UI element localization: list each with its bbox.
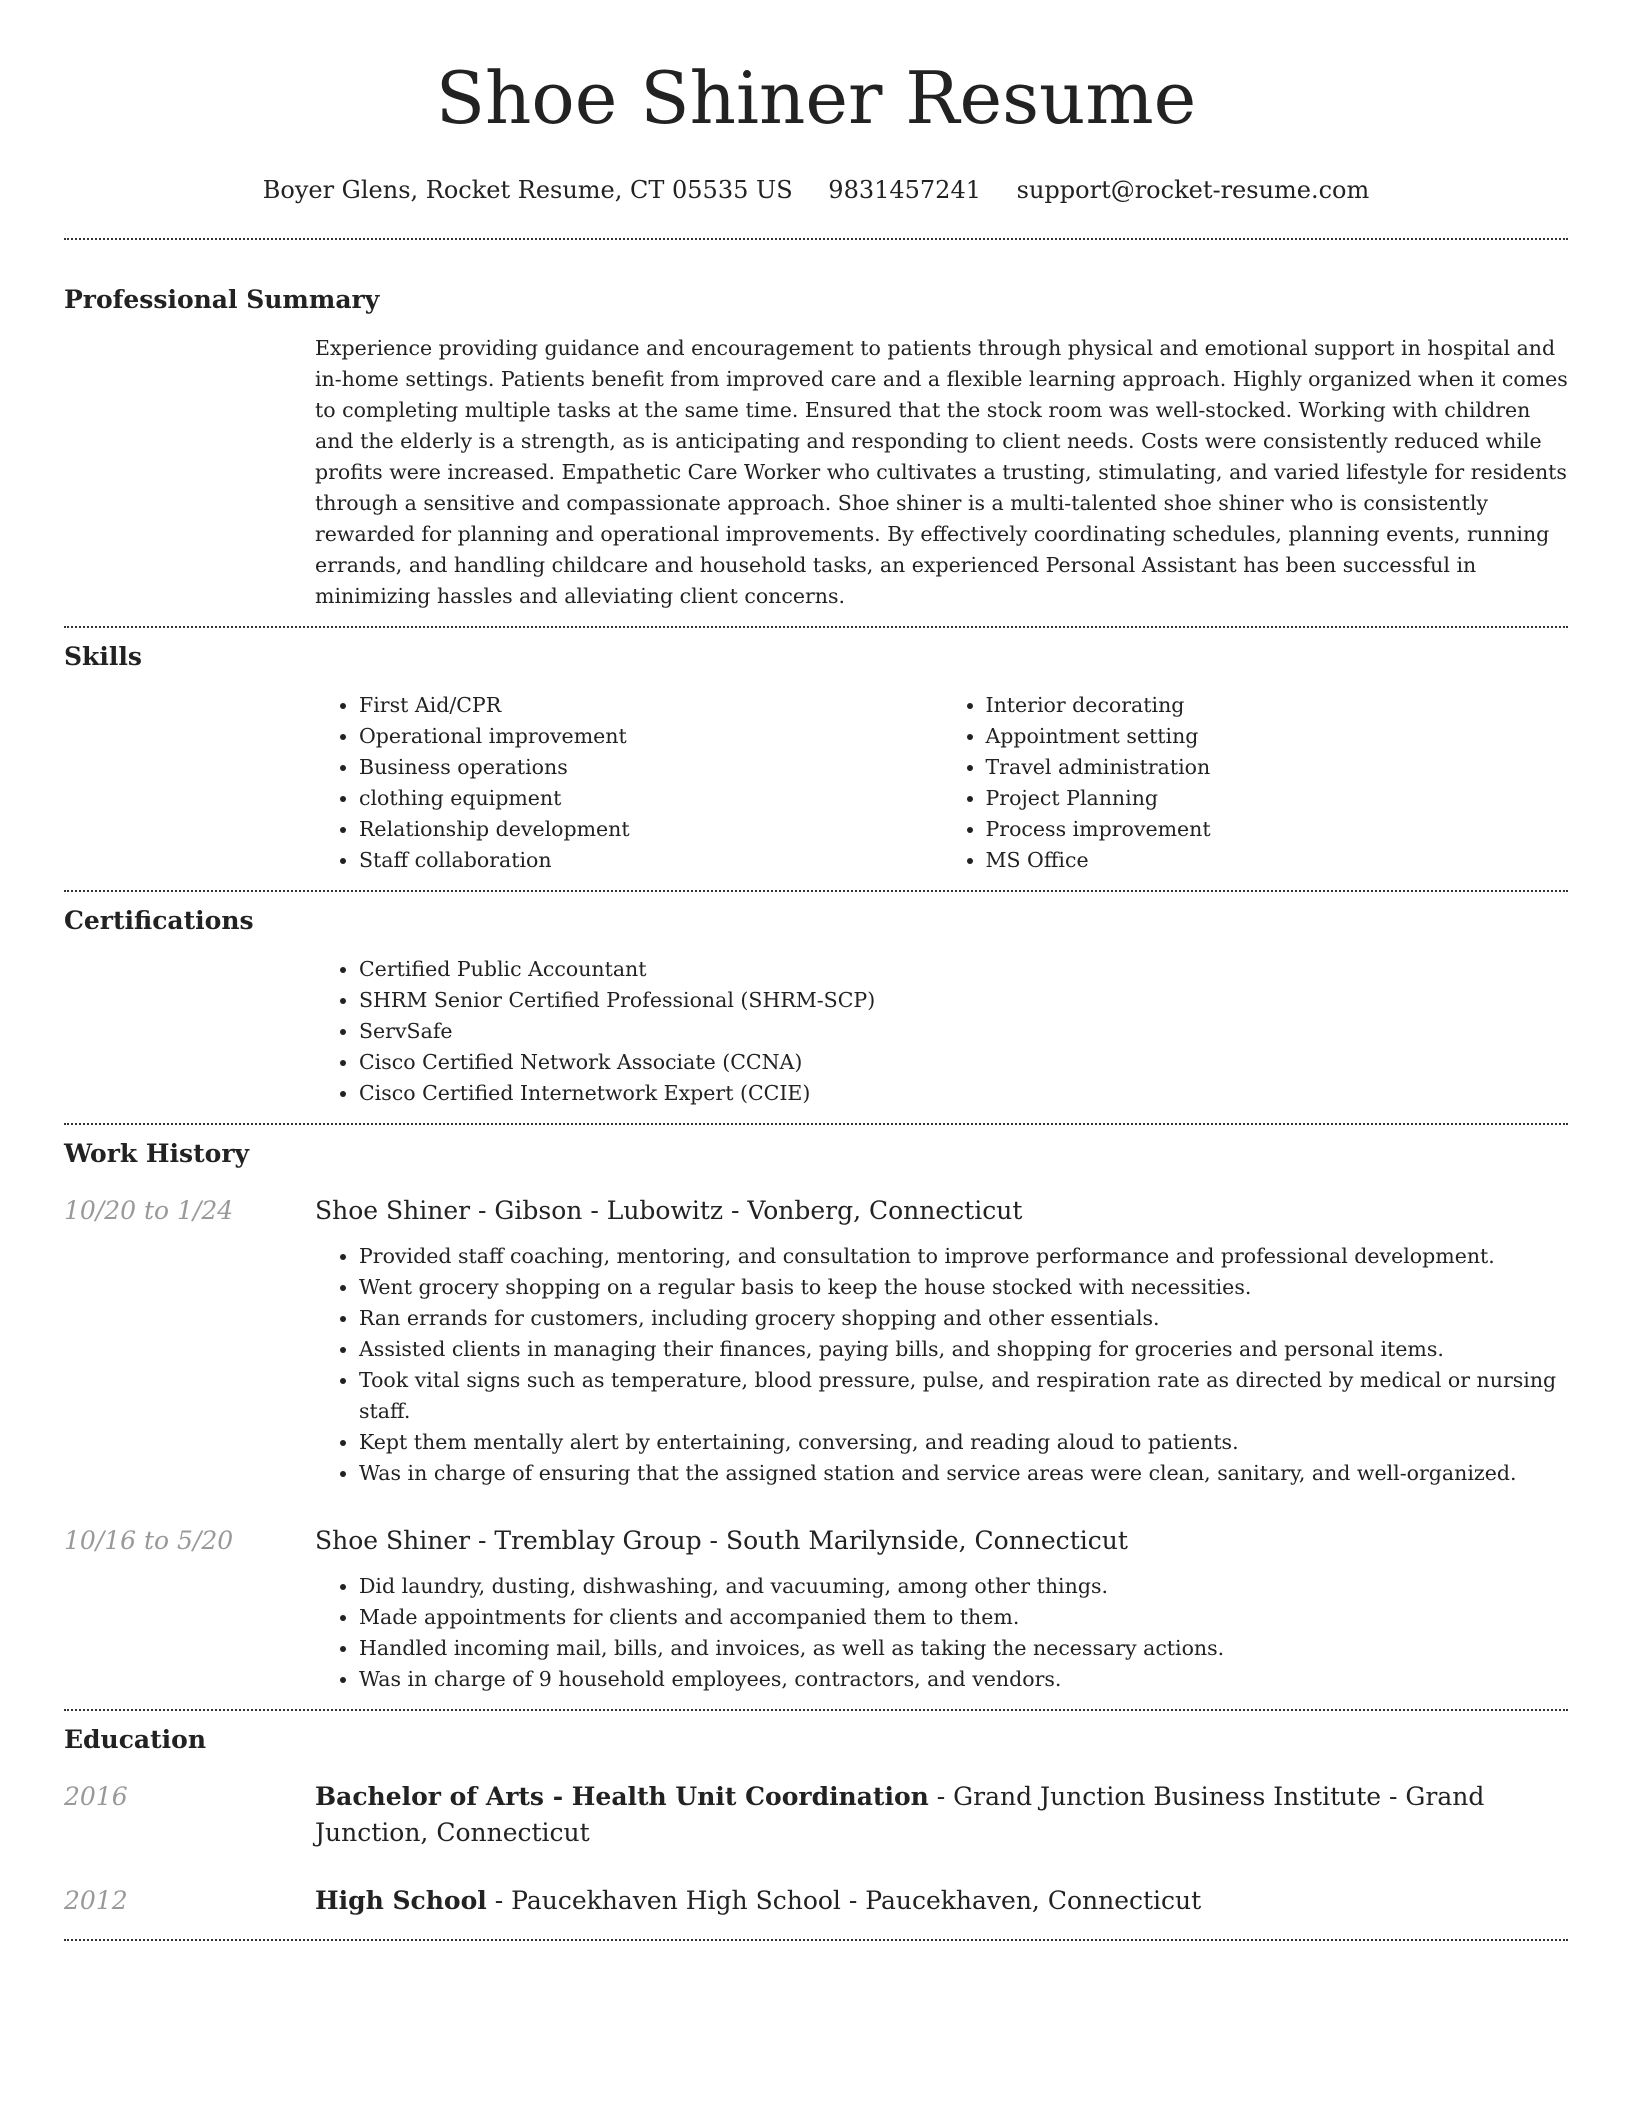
resume-page: [64, 0, 1568, 1941]
education-degree: High School: [315, 1886, 487, 1915]
skill-item: • Relationship development: [359, 814, 942, 845]
job-bullet-list: [315, 1571, 1568, 1695]
skill-item: • Travel administration: [986, 752, 1569, 783]
job-bullet: • Was in charge of ensuring that the assigned station and service areas were clean, sanitary, and well-organized.: [359, 1458, 1568, 1489]
job-bullet: • Was in charge of 9 household employees, contractors, and vendors.: [359, 1664, 1568, 1695]
education-entry: [64, 1883, 1568, 1919]
job-dates: 10/20 to 1/24: [64, 1196, 234, 1225]
job-bullet: • Went grocery shopping on a regular basis to keep the house stocked with necessities.: [359, 1272, 1568, 1303]
skill-item: • clothing equipment: [359, 783, 942, 814]
contact-address: Boyer Glens, Rocket Resume, CT 05535 US: [262, 176, 793, 204]
certification-item: • Cisco Certified Internetwork Expert (CCIE): [359, 1078, 1568, 1109]
skill-item: • First Aid/CPR: [359, 690, 942, 721]
skills-columns: [315, 690, 1568, 876]
education-section: [64, 1711, 1568, 1939]
job-bullet-list: [315, 1241, 1568, 1489]
skill-item: • Process improvement: [986, 814, 1569, 845]
skills-list-right: [942, 690, 1569, 876]
job-bullet: • Ran errands for customers, including grocery shopping and other essentials.: [359, 1303, 1568, 1334]
skill-item: • Interior decorating: [986, 690, 1569, 721]
summary-section: [64, 240, 1568, 612]
section-title-education: Education: [64, 1725, 207, 1754]
certifications-section: [64, 892, 1568, 1109]
certification-item: • Cisco Certified Network Associate (CCNA): [359, 1047, 1568, 1078]
section-title-summary: Professional Summary: [64, 285, 380, 314]
education-year: 2016: [64, 1782, 128, 1811]
skill-item: • Business operations: [359, 752, 942, 783]
job-entry: [64, 1193, 1568, 1489]
education-details: [315, 1779, 1568, 1851]
divider: [64, 1939, 1568, 1941]
skills-list-left: [315, 690, 942, 876]
resume-title: Shoe Shiner Resume: [435, 56, 1197, 140]
education-entry: [64, 1779, 1568, 1851]
certification-item: • ServSafe: [359, 1016, 1568, 1047]
job-bullet: • Did laundry, dusting, dishwashing, and vacuuming, among other things.: [359, 1571, 1568, 1602]
section-title-skills: Skills: [64, 642, 142, 671]
job-heading: Shoe Shiner - Tremblay Group - South Marilynside, Connecticut: [315, 1526, 1128, 1555]
section-title-work-history: Work History: [64, 1139, 250, 1168]
certification-item: • SHRM Senior Certified Professional (SHRM-SCP): [359, 985, 1568, 1016]
skill-item: • Staff collaboration: [359, 845, 942, 876]
education-year: 2012: [64, 1886, 128, 1915]
certifications-list: [315, 954, 1568, 1109]
education-degree: Bachelor of Arts - Health Unit Coordination: [315, 1782, 929, 1811]
contact-phone: 9831457241: [828, 176, 981, 204]
education-school: - Grand Junction Business Institute - Grand Junction, Connecticut: [315, 1782, 1485, 1847]
skill-item: • Appointment setting: [986, 721, 1569, 752]
work-history-section: [64, 1125, 1568, 1709]
skill-item: • Operational improvement: [359, 721, 942, 752]
job-bullet: • Took vital signs such as temperature, blood pressure, pulse, and respiration rate as directed by medical or nursing staff.: [359, 1365, 1568, 1427]
skill-item: • Project Planning: [986, 783, 1569, 814]
skills-section: [64, 628, 1568, 876]
job-entry: [64, 1523, 1568, 1695]
summary-text: Experience providing guidance and encouragement to patients through physical and emotional support in hospital and in-home settings. Patients benefit from improved care and a flexible learning approach. Highly organized when it comes to completing multiple tasks at the same time. Ensured that the stock room was well-stocked. Working with children and the elderly is a strength, as is anticipating and responding to client needs. Costs were consistently reduced while profits were increased. Empathetic Care Worker who cultivates a trusting, stimulating, and varied lifestyle for residents through a sensitive and compassionate approach. Shoe shiner is a multi-talented shoe shiner who is consistently rewarded for planning and operational improvements. By effectively coordinating schedules, planning events, running errands, and handling childcare and household tasks, an experienced Personal Assistant has been successful in minimizing hassles and alleviating client concerns.: [315, 336, 1568, 608]
skill-item: • MS Office: [986, 845, 1569, 876]
job-bullet: • Kept them mentally alert by entertaining, conversing, and reading aloud to patients.: [359, 1427, 1568, 1458]
job-bullet: • Assisted clients in managing their finances, paying bills, and shopping for groceries and personal items.: [359, 1334, 1568, 1365]
contact-line: [64, 174, 1568, 206]
certification-item: • Certified Public Accountant: [359, 954, 1568, 985]
job-bullet: • Provided staff coaching, mentoring, and consultation to improve performance and professional development.: [359, 1241, 1568, 1272]
section-title-certifications: Certifications: [64, 906, 254, 935]
contact-email: support@rocket-resume.com: [1016, 176, 1370, 204]
job-bullet: • Handled incoming mail, bills, and invoices, as well as taking the necessary actions.: [359, 1633, 1568, 1664]
job-heading: Shoe Shiner - Gibson - Lubowitz - Vonberg, Connecticut: [315, 1196, 1023, 1225]
education-details: [315, 1883, 1568, 1919]
job-dates: 10/16 to 5/20: [64, 1526, 234, 1555]
education-school: - Paucekhaven High School - Paucekhaven, Connecticut: [486, 1886, 1202, 1915]
job-bullet: • Made appointments for clients and accompanied them to them.: [359, 1602, 1568, 1633]
